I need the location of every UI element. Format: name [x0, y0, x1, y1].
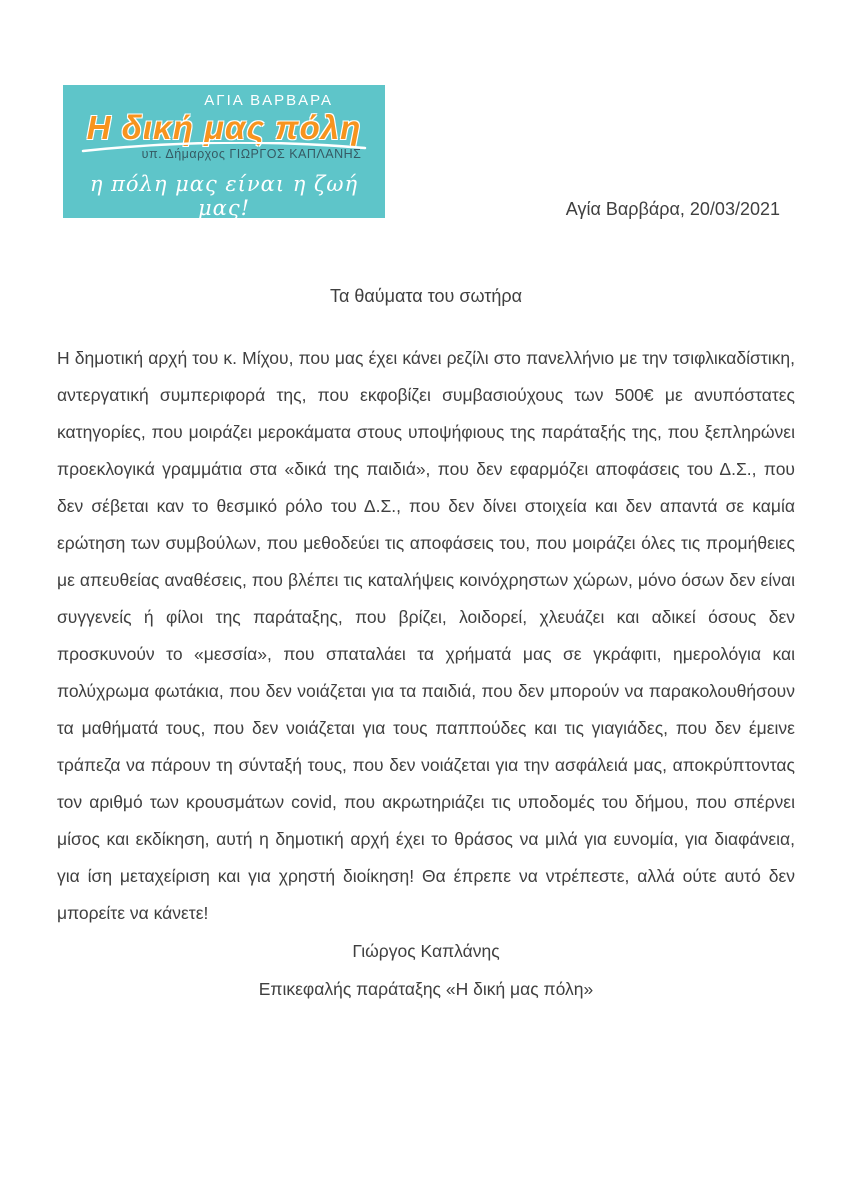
- logo-party-name: Η δική μας πόλη: [86, 109, 362, 146]
- document-title: Τα θαύματα του σωτήρα: [329, 286, 523, 306]
- signature-block: [57, 932, 795, 1008]
- signature-role: Επικεφαλής παράταξης «Η δική μας πόλη»: [258, 979, 594, 999]
- body-paragraph: Η δημοτική αρχή του κ. Μίχου, που μας έχει κάνει ρεζίλι στο πανελλήνιο με την τσιφλικαδίστικη, αντεργατική συμπεριφορά της, που εκφοβίζει συμβασιούχους των 500€ με ανυπόστατες κατηγορίες, που μοιράζει μεροκάματα στους υποψήφιους της παράταξής της, που ξεπληρώνει προεκλογικά γραμμάτια στα «δικά της παιδιά», που δεν εφαρμόζει αποφάσεις του Δ.Σ., που δεν σέβεται καν το θεσμικό ρόλο του Δ.Σ., που δεν δίνει στοιχεία και δεν απαντά σε καμία ερώτηση των συμβούλων, που μεθοδεύει τις αποφάσεις του, που μοιράζει όλες τις προμήθειες με απευθείας αναθέσεις, που βλέπει τις καταλήψεις κοινόχρηστων χώρων, μόνο όσων δεν είναι συγγενείς ή φίλοι της παράταξης, που βρίζει, λοιδορεί, χλευάζει και αδικεί όσους δεν προσκυνούν το «μεσσία», που σπαταλάει τα χρήματά μας σε γκράφιτι, ημερολόγια και πολύχρωμα φωτάκια, που δεν νοιάζεται για τα παιδιά, που δεν μπορούν να παρακολουθήσουν τα μαθήματά τους, που δεν νοιάζεται για τους παππούδες και τις γιαγιάδες, που δεν έμεινε τράπεζα να πάρουν τη σύνταξή τους, που δεν νοιάζεται για την ασφάλειά μας, αποκρύπτοντας τον αριθμό των κρουσμάτων covid, που ακρωτηριάζει τις υποδομές του δήμου, που σπέρνει μίσος και εκδίκηση, αυτή η δημοτική αρχή έχει το θράσος να μιλά για ευνομία, για διαφάνεια, για ίση μεταχείριση και για χρηστή διοίκηση! Θα έπρεπε να ντρέπεστε, αλλά ούτε αυτό δεν μπορείτε να κάνετε!: [57, 348, 795, 923]
- document-text-block: [57, 340, 795, 1008]
- slogan-underline: [89, 223, 359, 224]
- logo-location-text: ΑΓΙΑ ΒΑΡΒΑΡΑ: [204, 92, 333, 109]
- dateline: Αγία Βαρβάρα, 20/03/2021: [565, 199, 780, 219]
- logo-slogan-text: η πόλη μας είναι η ζωή μας!: [89, 172, 359, 220]
- logo-mayor-candidate-text: υπ. Δήμαρχος ΓΙΩΡΓΟΣ ΚΑΠΛΑΝΗΣ: [141, 147, 362, 161]
- party-logo: [63, 85, 385, 218]
- signature-name: Γιώργος Καπλάνης: [352, 941, 500, 961]
